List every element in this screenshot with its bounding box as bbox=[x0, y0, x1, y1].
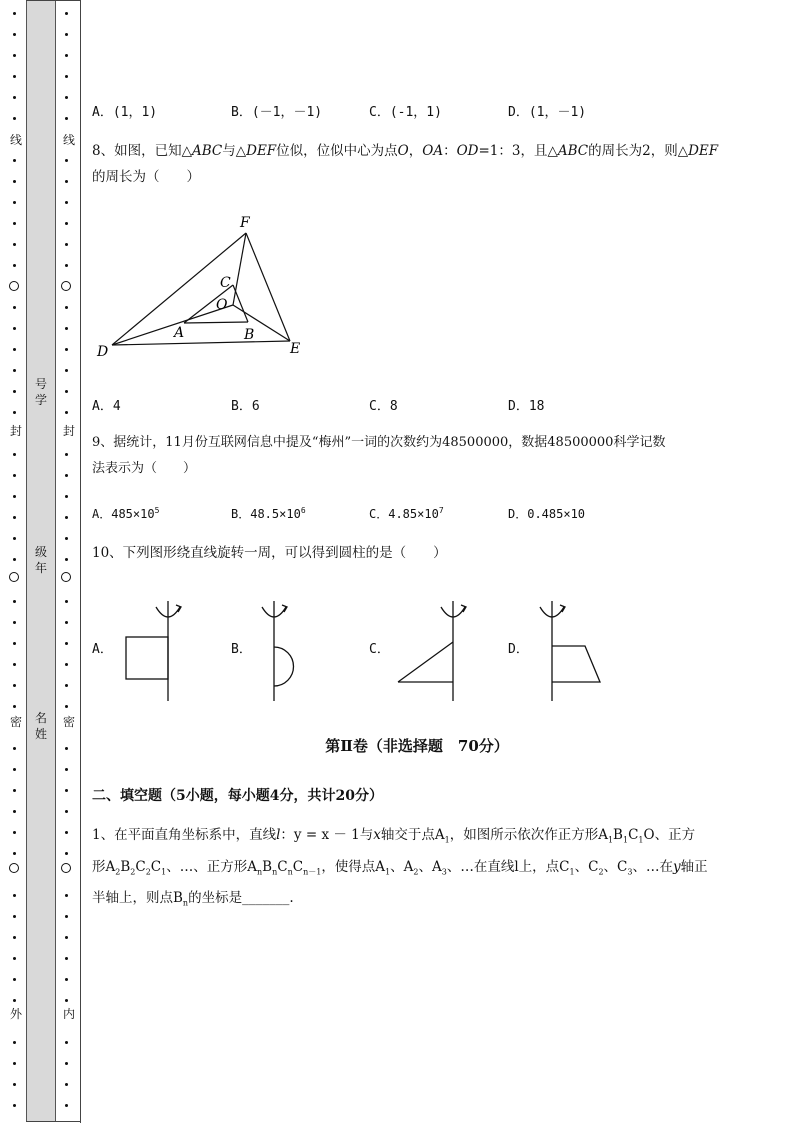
binding-ring-icon bbox=[61, 281, 71, 291]
binding-dot bbox=[65, 768, 68, 771]
q8-option-d[interactable]: D．18 bbox=[508, 399, 545, 414]
inner-char-mi: 密 bbox=[63, 715, 76, 729]
binding-dot bbox=[65, 306, 68, 309]
binding-dot bbox=[65, 747, 68, 750]
binding-dot bbox=[13, 642, 16, 645]
binding-dot bbox=[65, 180, 68, 183]
binding-dot bbox=[65, 453, 68, 456]
q8-option-c[interactable]: C．8 bbox=[369, 399, 398, 414]
binding-dot bbox=[13, 243, 16, 246]
binding-dot bbox=[13, 327, 16, 330]
q7-option-d[interactable]: D．(1，－1) bbox=[508, 105, 587, 120]
binding-dot bbox=[65, 117, 68, 120]
binding-dot bbox=[65, 663, 68, 666]
fill1-question: 1、在平面直角坐标系中，直线l：y = x － 1与x轴交于点$A_1$，如图所示依次作正方形$A_1B_1C_1O$、正方 形$A_2B_2C_2C_1$、…、正方形$A_nB_nC_nC_{n-1}$，使得点$A_1$、$A_2$、$A_3$、…在直线l上，点$C_1$、$C_2$、$C_3$、…在y轴正 半轴上，则点$B_n$的坐标是_______. bbox=[92, 827, 708, 909]
q9-question: 9、据统计，11月份互联网信息中提及“梅州”一词的次数约为48500000，数据48500000科学记数 法表示为（ ） bbox=[92, 435, 666, 476]
inner-char-nei: 内 bbox=[63, 1007, 76, 1021]
binding-dot bbox=[65, 54, 68, 57]
binding-ring-icon bbox=[61, 863, 71, 873]
binding-dot bbox=[13, 222, 16, 225]
binding-dot bbox=[13, 54, 16, 57]
inner-dot-column bbox=[60, 0, 74, 1123]
binding-dot bbox=[13, 516, 16, 519]
q10-option-b-label[interactable]: B． bbox=[231, 642, 252, 657]
q10-option-c-label[interactable]: C． bbox=[369, 642, 390, 657]
q10-option-c-figure[interactable] bbox=[392, 597, 472, 705]
q10-option-a-label[interactable]: A． bbox=[92, 642, 113, 657]
binding-dot bbox=[65, 915, 68, 918]
q10-option-b-figure[interactable] bbox=[252, 597, 322, 705]
binding-dot bbox=[13, 117, 16, 120]
binding-dot bbox=[13, 978, 16, 981]
band-label-student-id: 号学 bbox=[34, 377, 47, 407]
binding-dot bbox=[13, 306, 16, 309]
binding-dot bbox=[65, 75, 68, 78]
binding-dot bbox=[13, 747, 16, 750]
binding-dot bbox=[65, 600, 68, 603]
q8-similar-triangles-figure bbox=[92, 205, 322, 365]
binding-dot bbox=[13, 705, 16, 708]
binding-dot bbox=[65, 327, 68, 330]
binding-dot bbox=[13, 201, 16, 204]
binding-dot bbox=[13, 1083, 16, 1086]
binding-dot bbox=[65, 831, 68, 834]
binding-dot bbox=[65, 810, 68, 813]
q7-option-b[interactable]: B．(－1，－1) bbox=[231, 105, 323, 120]
binding-dot bbox=[13, 852, 16, 855]
binding-dot bbox=[13, 684, 16, 687]
binding-dot bbox=[13, 621, 16, 624]
fill-section-heading: 二、填空题（5小题，每小题4分，共计20分） bbox=[92, 788, 383, 804]
binding-ring-icon bbox=[9, 863, 19, 873]
binding-dot bbox=[13, 390, 16, 393]
binding-dot bbox=[13, 999, 16, 1002]
band-label-name: 名姓 bbox=[34, 711, 47, 741]
binding-dot bbox=[13, 663, 16, 666]
q10-option-a-figure[interactable] bbox=[120, 597, 190, 705]
binding-dot bbox=[65, 474, 68, 477]
q9-option-c[interactable]: C．$4.85\times 10^7$ bbox=[369, 506, 444, 521]
binding-dot bbox=[65, 96, 68, 99]
binding-ring-icon bbox=[9, 281, 19, 291]
inner-char-xian: 线 bbox=[63, 133, 76, 147]
label-d: D bbox=[97, 344, 109, 360]
binding-dot bbox=[13, 264, 16, 267]
binding-dot bbox=[65, 1041, 68, 1044]
q10-question: 10、下列图形绕直线旋转一周，可以得到圆柱的是（ ） bbox=[92, 545, 447, 561]
binding-dot bbox=[13, 600, 16, 603]
binding-dot bbox=[65, 1062, 68, 1065]
q9-option-d[interactable]: D．0.485×10 bbox=[508, 507, 586, 521]
outer-char-mi: 密 bbox=[10, 715, 23, 729]
binding-border bbox=[80, 0, 81, 1123]
binding-dot bbox=[13, 831, 16, 834]
binding-dot bbox=[65, 264, 68, 267]
binding-ring-icon bbox=[9, 572, 19, 582]
binding-dot bbox=[13, 33, 16, 36]
binding-dot bbox=[65, 621, 68, 624]
binding-dot bbox=[13, 159, 16, 162]
part2-title: 第Ⅱ卷（非选择题 70分） bbox=[325, 737, 509, 755]
label-b: B bbox=[244, 327, 255, 343]
binding-dot bbox=[65, 390, 68, 393]
binding-dot bbox=[65, 159, 68, 162]
binding-dot bbox=[65, 516, 68, 519]
binding-dot bbox=[13, 1062, 16, 1065]
binding-dot bbox=[65, 1104, 68, 1107]
binding-dot bbox=[13, 453, 16, 456]
q8-question: 8、如图，已知△ABC与△DEF位似，位似中心为点O，OA：OD=1：3，且△ABC的周长为2，则△DEF 的周长为（ ） bbox=[92, 143, 719, 185]
binding-dot bbox=[13, 537, 16, 540]
binding-dot bbox=[65, 852, 68, 855]
binding-dot bbox=[13, 75, 16, 78]
label-a: A bbox=[174, 325, 185, 341]
binding-dot bbox=[65, 411, 68, 414]
outer-dot-column bbox=[8, 0, 22, 1123]
binding-dot bbox=[65, 369, 68, 372]
binding-dot bbox=[65, 894, 68, 897]
binding-dot bbox=[13, 915, 16, 918]
binding-dot bbox=[13, 894, 16, 897]
outer-char-feng: 封 bbox=[10, 424, 23, 438]
binding-dot bbox=[13, 1041, 16, 1044]
q10-option-d-label[interactable]: D． bbox=[508, 642, 529, 657]
binding-dot bbox=[13, 180, 16, 183]
label-o: O bbox=[216, 297, 228, 313]
binding-dot bbox=[13, 411, 16, 414]
binding-dot bbox=[13, 12, 16, 15]
binding-dot bbox=[65, 33, 68, 36]
binding-dot bbox=[13, 936, 16, 939]
label-f: F bbox=[240, 215, 250, 231]
label-e: E bbox=[290, 341, 301, 357]
binding-dot bbox=[13, 768, 16, 771]
binding-dot bbox=[13, 495, 16, 498]
binding-dot bbox=[65, 558, 68, 561]
q8-option-b[interactable]: B．6 bbox=[231, 399, 260, 414]
outer-char-xian: 线 bbox=[10, 133, 23, 147]
q10-option-d-figure[interactable] bbox=[532, 597, 612, 705]
binding-dot bbox=[65, 789, 68, 792]
binding-dot bbox=[65, 537, 68, 540]
binding-dot bbox=[65, 1083, 68, 1086]
binding-dot bbox=[65, 978, 68, 981]
inner-char-feng: 封 bbox=[63, 424, 76, 438]
outer-char-wai: 外 bbox=[10, 1007, 23, 1021]
binding-dot bbox=[65, 348, 68, 351]
q8-option-a[interactable]: A．4 bbox=[92, 399, 121, 414]
binding-dot bbox=[65, 684, 68, 687]
binding-dot bbox=[65, 201, 68, 204]
binding-dot bbox=[65, 705, 68, 708]
binding-dot bbox=[13, 96, 16, 99]
binding-ring-icon bbox=[61, 572, 71, 582]
binding-dot bbox=[13, 474, 16, 477]
label-c: C bbox=[220, 275, 231, 291]
q7-option-a[interactable]: A．(1，1) bbox=[92, 105, 158, 120]
binding-dot bbox=[13, 558, 16, 561]
binding-dot bbox=[13, 369, 16, 372]
band-label-grade: 级年 bbox=[34, 545, 47, 575]
q9-option-b[interactable]: B．$48.5\times 10^6$ bbox=[231, 506, 306, 521]
binding-dot bbox=[65, 642, 68, 645]
binding-dot bbox=[65, 999, 68, 1002]
binding-dot bbox=[65, 495, 68, 498]
binding-dot bbox=[65, 243, 68, 246]
binding-dot bbox=[13, 348, 16, 351]
binding-dot bbox=[65, 957, 68, 960]
q9-option-a[interactable]: A．$485\times 10^5$ bbox=[92, 506, 160, 521]
binding-dot bbox=[13, 957, 16, 960]
binding-dot bbox=[13, 789, 16, 792]
binding-dot bbox=[13, 810, 16, 813]
binding-dot bbox=[65, 936, 68, 939]
binding-dot bbox=[65, 12, 68, 15]
binding-dot bbox=[13, 1104, 16, 1107]
binding-dot bbox=[65, 222, 68, 225]
q7-option-c[interactable]: C．(-1，1) bbox=[369, 105, 442, 120]
